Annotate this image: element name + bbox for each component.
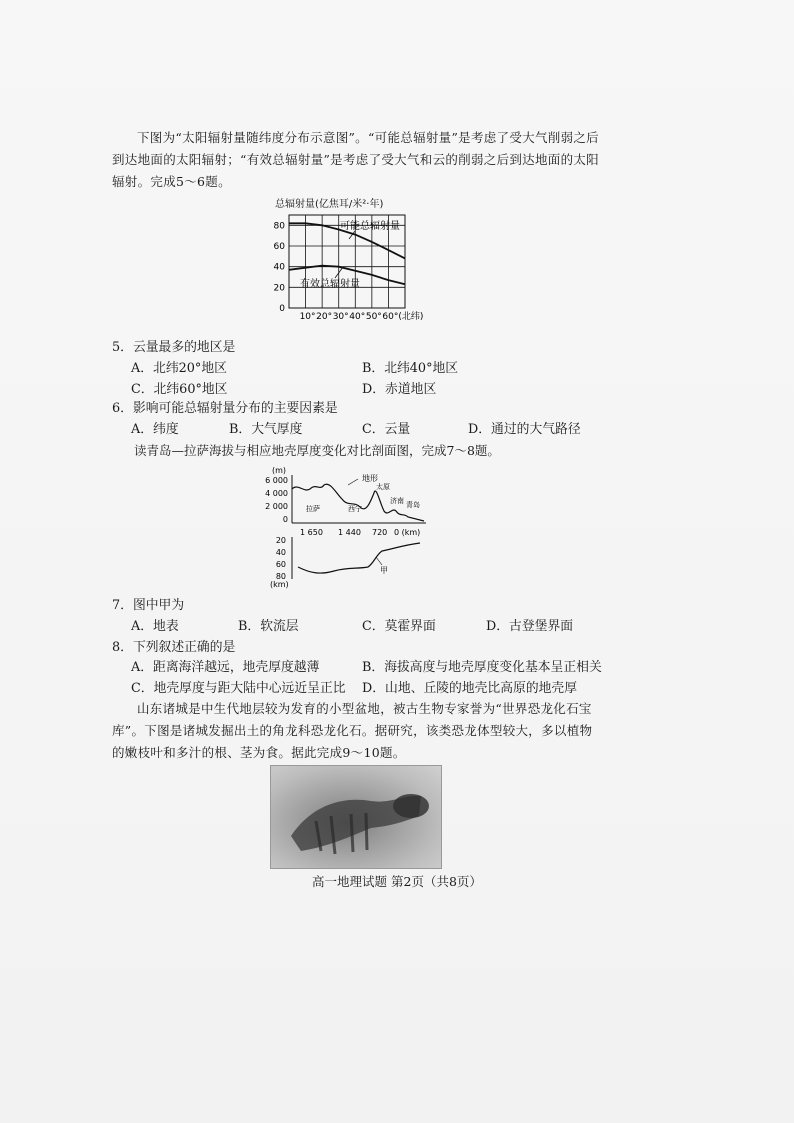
chart2-ytick: 60 [275,560,286,569]
moho-line [298,543,420,573]
radiation-chart [245,193,455,333]
page-footer: 高一地理试题 第2页（共8页） [312,874,482,889]
q6-option-b[interactable]: B．大气厚度 [229,422,303,437]
chart1-xtick: 50° [365,312,382,322]
chart2-ytick: 0 [282,515,288,524]
jia-leader [376,557,382,565]
chart2-xtick: 1 650 [300,528,323,537]
place-xining-text: 西宁 [348,505,362,513]
chart1-x-ticks [300,310,424,322]
chart2-ytick: 6 000 [265,476,288,485]
place-jinan-text: 济南 [390,497,404,505]
chart2-xtick: 0 (km) [394,528,421,537]
chart2-ytick: 2 000 [265,502,288,511]
chart1-xtick: 40° [349,312,366,322]
chart2-ytick: 4 000 [265,489,288,498]
crust-profile-chart [258,463,438,589]
q8-option-c[interactable]: C．地壳厚度与距大陆中心远近呈正比 [131,681,346,696]
place-taiyuan-text: 太原 [376,483,390,491]
q5-option-c[interactable]: C．北纬60°地区 [131,382,228,397]
q8-option-d[interactable]: D．山地、丘陵的地壳比高原的地壳厚 [362,681,578,696]
jia-label: 甲 [380,566,388,575]
place-lhasa-text: 拉萨 [306,505,320,513]
dinosaur-fossil-photo [270,765,442,869]
q6-option-a[interactable]: A．纬度 [131,422,179,437]
chart2-xtick: 720 [372,528,388,537]
chart2-xtick: 1 440 [338,528,361,537]
place-qingdao [406,500,420,509]
place-xining [348,504,362,513]
q8-stem: 8．下列叙述正确的是 [112,640,236,655]
chart2-ytick: 20 [275,536,286,545]
q7-option-d[interactable]: D．古登堡界面 [486,619,574,634]
q6-option-c[interactable]: C．云量 [362,422,411,437]
chart1-ytick: 60 [273,242,285,252]
place-jinan [390,496,404,505]
chart1-xtick: 20° [316,312,333,322]
q7-option-b[interactable]: B．软流层 [238,619,299,634]
chart2-unit-km: (km) [270,580,289,589]
q8-option-b[interactable]: B．海拔高度与地壳厚度变化基本呈正相关 [362,660,602,675]
chart1-ylabel: 总辐射量(亿焦耳/米²·年) [275,199,384,210]
chart1-ytick: 20 [273,283,285,294]
intro-paragraph-2: 读青岛—拉萨海拔与相应地壳厚度变化对比剖面图，完成7～8题。 [134,443,500,458]
chart1-xtick: 60°(北纬) [382,312,424,322]
label-effective-radiation: 有效总辐射量 [300,279,360,290]
label-possible-radiation: 可能总辐射量 [340,221,400,232]
q6-option-d[interactable]: D．通过的大气路径 [468,422,581,437]
chart1-xtick: 30° [332,312,349,322]
q7-option-a[interactable]: A．地表 [131,619,179,634]
chart1-xtick: 10° [299,312,316,322]
q5-option-a[interactable]: A．北纬20°地区 [131,361,227,376]
chart1-ytick: 80 [273,221,285,232]
chart2-ytick: 40 [275,548,286,557]
q8-option-a[interactable]: A．距离海洋越远，地壳厚度越薄 [131,660,320,675]
q7-option-c[interactable]: C．莫霍界面 [362,619,436,634]
chart1-ytick: 0 [279,304,285,314]
q5-stem: 5．云量最多的地区是 [112,340,236,355]
chart1-ytick: 40 [273,262,285,273]
q5-option-b[interactable]: B．北纬40°地区 [362,361,459,376]
chart2-ytick: 80 [275,572,286,581]
terrain-leader [348,479,358,485]
fossil-shape [271,766,441,868]
terrain-label: 地形 [362,474,378,483]
q5-option-d[interactable]: D．赤道地区 [362,382,437,397]
intro-paragraph-1: 下图为“太阳辐射量随纬度分布示意图”。“可能总辐射量”是考虑了受大气削弱之后到达地面的太阳辐射；“有效总辐射量”是考虑了受大气和云的削弱之后到达地面的太阳辐射。完成5～6题。 [112,130,599,189]
place-qingdao-text: 青岛 [406,501,420,509]
chart2-unit-m: (m) [272,466,287,475]
terrain-profile [292,484,424,521]
q7-stem: 7．图中甲为 [112,598,185,613]
place-taiyuan [376,482,390,491]
intro-paragraph-3: 山东诸城是中生代地层较为发育的小型盆地，被古生物专家誉为“世界恐龙化石宝库”。下图是诸城发掘出土的角龙科恐龙化石。据研究，该类恐龙体型较大，多以植物的嫩枝叶和多汁的根、茎为食。据此完成9～10题。 [112,701,593,760]
chart1-y-ticks [274,221,286,314]
q6-stem: 6．影响可能总辐射量分布的主要因素是 [112,401,338,416]
place-lhasa [306,504,320,513]
